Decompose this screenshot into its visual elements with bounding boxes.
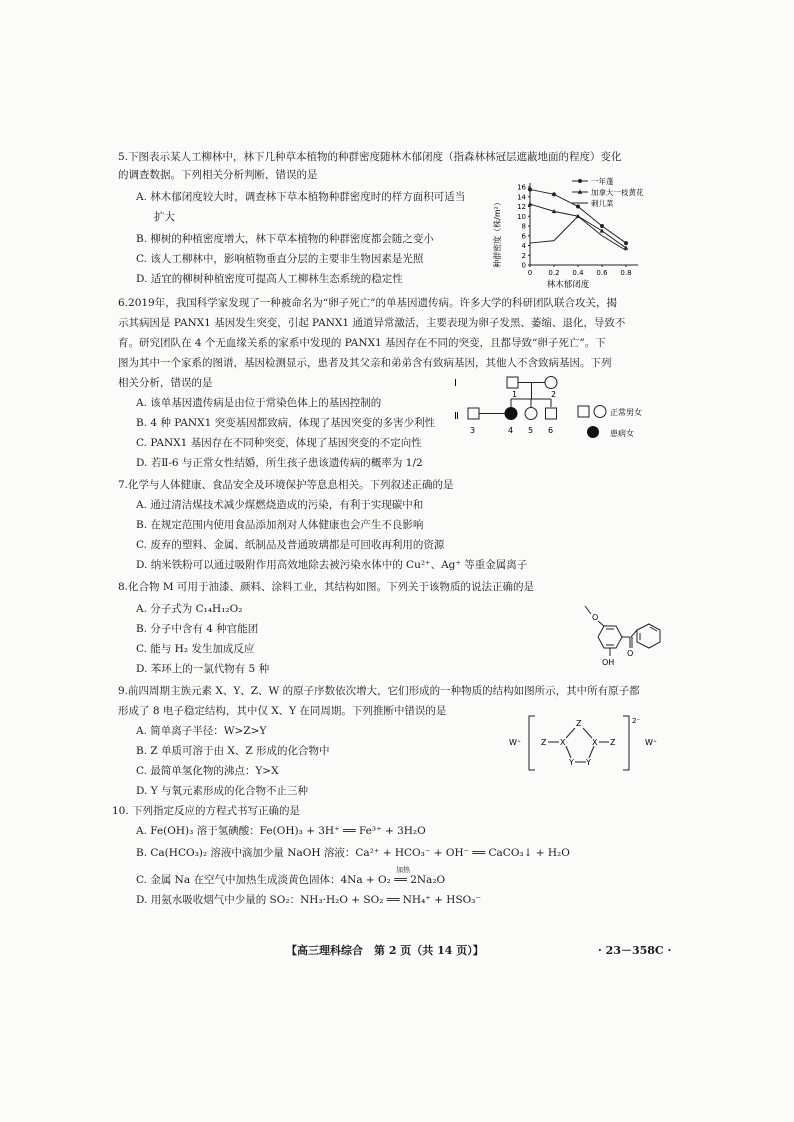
page-footer-title: 【高三理科综合 第 2 页（共 14 页）】 <box>286 944 484 957</box>
q10-option-c: C. 金属 Na 在空气中加热生成淡黄色固体：4Na + O₂ ══ 2Na₂O <box>136 874 446 886</box>
hydroxyl-label: OH <box>602 658 615 667</box>
legend-marker <box>578 179 582 183</box>
q9-stem-line2: 形成了 8 电子稳定结构，其中仅 X、Y 在同周期。下列推断中错误的是 <box>118 705 447 717</box>
q10-option-b: B. Ca(HCO₃)₂ 溶液中滴加少量 NaOH 溶液：Ca²⁺ + HCO₃⁻ + OH⁻ ══ CaCO₃↓ + H₂O <box>136 847 570 859</box>
y-tick-label: 6 <box>521 232 526 241</box>
x-right: X <box>592 738 598 747</box>
x-tick-label: 0.8 <box>620 269 632 277</box>
y-tick-label: 2 <box>521 251 526 260</box>
individual-II-6 <box>546 408 557 419</box>
q9-option-d: D. Y 与氧元素形成的化合物不止三种 <box>136 785 308 797</box>
q5-stem-line1: 5.下图表示某人工柳林中，林下几种草本植物的种群密度随林木郁闭度（指森林林冠层遮蔽地面的程度）变化 <box>118 151 622 163</box>
ionic-compound-structure <box>505 712 665 774</box>
q10-option-a: A. Fe(OH)₃ 溶于氢碘酸：Fe(OH)₃ + 3H⁺ ══ Fe³⁺ + 3H₂O <box>136 825 426 837</box>
q8-option-c: C. 能与 H₂ 发生加成反应 <box>136 643 255 655</box>
y-tick-label: 16 <box>517 183 526 192</box>
data-point <box>576 205 580 209</box>
legend-normal-label: 正常男女 <box>610 408 642 417</box>
page-footer-code: · 23－358C · <box>598 944 672 957</box>
y-right: Y <box>586 758 591 767</box>
q8-option-d: D. 苯环上的一氯代物有 5 种 <box>136 663 270 675</box>
data-point <box>624 241 628 245</box>
q10-option-d: D. 用氨水吸收烟气中少量的 SO₂：NH₃·H₂O + SO₂ ══ NH₄⁺ + HSO₃⁻ <box>136 894 482 906</box>
q5-option-d: D. 适宜的柳树种植密度可提高人工柳林生态系统的稳定性 <box>136 273 403 285</box>
q6-stem-line1: 6.2019年，我国科学家发现了一种被命名为“卵子死亡”的单基因遗传病。许多大学的科研团队联合攻关，揭 <box>118 297 617 309</box>
y-tick-label: 4 <box>521 242 526 250</box>
label-4: 4 <box>508 426 514 435</box>
w-cation-right: W⁺ <box>645 738 658 747</box>
q6-stem-line3: 育。研究团队在 4 个无血缘关系的家系中发现的 PANX1 基因存在不同的突变，且都导致“卵子死亡”。下 <box>118 337 606 349</box>
y-tick-label: 8 <box>521 222 526 231</box>
population-density-chart <box>490 175 665 290</box>
legend-normal-female <box>594 406 606 418</box>
legend-label: 刺儿菜 <box>591 199 614 208</box>
individual-I-1 <box>507 377 518 388</box>
q6-option-a: A. 该单基因遗传病是由位于常染色体上的基因控制的 <box>136 397 382 409</box>
pedigree-diagram <box>450 375 675 447</box>
q5-option-a-cont: 扩大 <box>154 211 175 223</box>
q9-option-a: A. 简单离子半径：W>Z>Y <box>136 725 267 737</box>
x-tick-label: 0.6 <box>596 269 608 277</box>
label-3: 3 <box>470 426 476 435</box>
label-6: 6 <box>548 426 554 435</box>
x-tick-label: 0 <box>527 269 533 277</box>
q6-option-c: C. PANX1 基因存在不同种突变，体现了基因突变的不定向性 <box>136 437 422 449</box>
anion-charge: 2⁻ <box>632 717 641 725</box>
z-left: Z <box>541 738 547 747</box>
q10-option-c-condition: 加热 <box>396 866 410 874</box>
y-tick-label: 14 <box>517 193 526 202</box>
individual-II-4-affected <box>505 408 517 420</box>
q7-option-c: C. 废弃的塑料、金属、纸制品及普通玻璃都是可回收再利用的资源 <box>136 539 445 551</box>
chart-legend <box>572 176 644 208</box>
q7-option-b: B. 在规定范围内使用食品添加剂对人体健康也会产生不良影响 <box>136 519 424 531</box>
data-point <box>528 187 532 191</box>
x-tick-label: 0.2 <box>548 269 560 277</box>
individual-I-2 <box>545 377 557 389</box>
q7-stem: 7.化学与人体健康、食品安全及环境保护等息息相关。下列叙述正确的是 <box>118 479 454 491</box>
x-tick-label: 0.4 <box>572 269 584 277</box>
data-point <box>600 228 605 232</box>
chart-axes <box>517 183 638 277</box>
q6-stem-line4: 图为其中一个家系的图谱，基因检测显示，患者及其父亲和弟弟含有致病基因，其他人不含致病基因。下列 <box>118 357 612 369</box>
q7-option-a: A. 通过清洁煤技术减少煤燃烧造成的污染，有利于实现碳中和 <box>136 499 424 511</box>
q8-stem: 8.化合物 M 可用于油漆、颜料、涂料工业，其结构如图。下列关于该物质的说法正确的是 <box>118 581 534 593</box>
q9-option-c: C. 最简单氢化物的沸点：Y>X <box>136 765 279 777</box>
compound-m-structure <box>575 592 665 672</box>
q5-option-c: C. 该人工柳林中，影响植物垂直分层的主要非生物因素是光照 <box>136 253 424 265</box>
y-axis-label: 种群密度（株/m²） <box>493 198 502 268</box>
y-tick-label: 12 <box>517 203 526 211</box>
legend-affected-female <box>587 426 599 438</box>
z-top: Z <box>576 719 582 728</box>
label-5: 5 <box>528 426 534 435</box>
y-tick-label: 0 <box>521 261 526 270</box>
q9-option-b: B. Z 单质可溶于由 X、Z 形成的化合物中 <box>136 745 330 757</box>
legend-label: 加拿大一枝黄花 <box>591 188 644 197</box>
q5-option-a: A. 林木郁闭度较大时，调查林下草本植物种群密度时的样方面积可适当 <box>136 191 466 203</box>
q6-stem-line2: 示其病因是 PANX1 基因发生突变，引起 PANX1 通道异常激活，主要表现为卵子发黑、萎缩、退化，导致不 <box>118 317 626 329</box>
legend-label: 一年蓬 <box>591 177 614 186</box>
legend-normal-male <box>578 406 589 417</box>
data-point <box>528 202 533 206</box>
label-2: 2 <box>551 390 557 399</box>
x-left: X <box>560 738 566 747</box>
methoxy-o-label: O <box>592 613 599 622</box>
q9-stem-line1: 9.前四周期主族元素 X、Y、Z、W 的原子序数依次增大，它们形成的一种物质的结构如图所示，其中所有原子都 <box>118 685 640 697</box>
x-axis-label: 林木郁闭度 <box>546 280 590 290</box>
individual-II-3 <box>468 408 479 419</box>
q6-option-b: B. 4 种 PANX1 突变基因都致病，体现了基因突变的多害少利性 <box>136 417 436 429</box>
q8-option-a: A. 分子式为 C₁₄H₁₂O₂ <box>136 603 243 615</box>
generation-1-label: Ⅰ <box>454 378 457 389</box>
data-point <box>600 224 604 228</box>
q6-stem-line5: 相关分析，错误的是 <box>118 377 213 389</box>
data-point <box>552 192 556 196</box>
q5-stem-line2: 的调查数据。下列相关分析判断，错误的是 <box>118 169 318 181</box>
carbonyl-o-label: O <box>627 649 634 658</box>
q8-option-b: B. 分子中含有 4 种官能团 <box>136 623 259 635</box>
y-tick-label: 10 <box>517 212 526 221</box>
q5-option-b: B. 柳树的种植密度增大，林下草本植物的种群密度都会随之变小 <box>136 233 434 245</box>
q7-option-d: D. 纳米铁粉可以通过吸附作用高效地除去被污染水体中的 Cu²⁺、Ag⁺ 等重金属离子 <box>136 559 528 571</box>
w-cation-left: W⁺ <box>509 738 522 747</box>
individual-II-5 <box>525 408 537 420</box>
q10-stem: 10. 下列指定反应的方程式书写正确的是 <box>112 805 301 817</box>
y-left: Y <box>569 758 574 767</box>
q6-option-d: D. 若Ⅱ-6 与正常女性结婚，所生孩子患该遗传病的概率为 1/2 <box>136 457 423 469</box>
z-right: Z <box>610 738 616 747</box>
generation-2-label: Ⅱ <box>454 411 459 422</box>
label-1: 1 <box>512 390 518 399</box>
legend-affected-label: 患病女 <box>610 429 634 438</box>
